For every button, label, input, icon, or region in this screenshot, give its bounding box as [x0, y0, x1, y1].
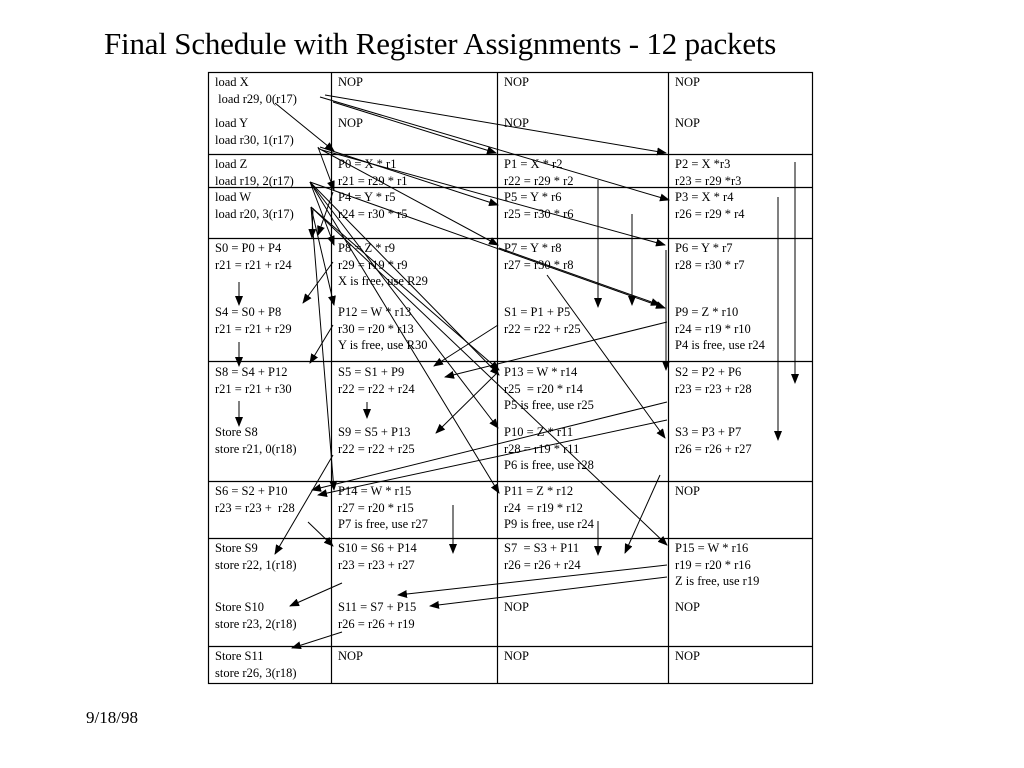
- dependency-arrow: [547, 275, 665, 438]
- instruction-line: r26 = r26 + r24: [504, 557, 581, 572]
- schedule-cell: [675, 189, 745, 222]
- instruction-line: r21 = r21 + r29: [215, 321, 292, 336]
- instruction-line: NOP: [504, 116, 530, 130]
- schedule-cell: [504, 240, 574, 273]
- instruction-line: load Y: [215, 116, 249, 130]
- schedule-cell: [504, 648, 529, 665]
- instruction-line: r21 = r29 * r1: [338, 173, 408, 188]
- schedule-cell: [675, 599, 700, 616]
- instruction-line: S4 = S0 + P8: [215, 305, 282, 319]
- schedule-cell: [338, 304, 427, 354]
- instruction-line: load r29, 0(r17): [215, 91, 297, 106]
- schedule-cell: [675, 240, 745, 273]
- instruction-line: Z is free, use r19: [675, 574, 760, 588]
- instruction-line: Y is free, use R30: [338, 338, 428, 352]
- instruction-line: r22 = r22 + r25: [338, 441, 415, 456]
- slide-title: Final Schedule with Register Assignments - 12 packets: [104, 26, 777, 61]
- instruction-line: P4 is free, use r24: [675, 338, 765, 352]
- instruction-line: load W: [215, 190, 252, 204]
- instruction-line: r22 = r22 + r25: [504, 321, 581, 336]
- schedule-cell: [504, 189, 574, 222]
- instruction-line: load Z: [215, 157, 248, 171]
- instruction-line: r27 = r20 * r15: [338, 500, 414, 515]
- instruction-line: P6 is free, use r28: [504, 458, 594, 472]
- instruction-line: P10 = Z * r11: [504, 425, 574, 439]
- instruction-line: r27 = r30 * r8: [504, 257, 574, 272]
- instruction-line: S7 = S3 + P11: [504, 541, 580, 555]
- schedule-cell: [215, 540, 297, 573]
- instruction-line: S0 = P0 + P4: [215, 241, 282, 255]
- schedule-cell: [215, 156, 294, 189]
- instruction-line: store r22, 1(r18): [215, 557, 297, 572]
- dependency-arrow: [430, 577, 667, 606]
- instruction-line: S3 = P3 + P7: [675, 425, 742, 439]
- instruction-line: NOP: [675, 116, 701, 130]
- schedule-cell: [215, 115, 294, 148]
- instruction-line: r23 = r23 + r28: [215, 500, 295, 515]
- schedule-cell: [215, 240, 292, 273]
- instruction-line: NOP: [675, 649, 701, 663]
- instruction-line: S6 = S2 + P10: [215, 484, 288, 498]
- schedule-cell: [675, 74, 700, 91]
- instruction-line: P6 = Y * r7: [675, 241, 733, 255]
- instruction-line: X is free, use R29: [338, 274, 428, 288]
- instruction-line: r24 = r30 * r5: [338, 206, 408, 221]
- schedule-cell: [215, 599, 297, 632]
- instruction-line: Store S11: [215, 649, 264, 663]
- slide-date: 9/18/98: [86, 708, 138, 727]
- instruction-line: Store S9: [215, 541, 258, 555]
- instruction-line: NOP: [504, 649, 530, 663]
- instruction-line: load r20, 3(r17): [215, 206, 294, 221]
- schedule-cell: [504, 74, 529, 91]
- instruction-line: NOP: [675, 600, 701, 614]
- schedule-cell: [675, 156, 741, 189]
- instruction-line: r25 = r20 * r14: [504, 381, 583, 396]
- instruction-line: r22 = r29 * r2: [504, 173, 574, 188]
- schedule-cell: [675, 424, 752, 457]
- instruction-line: NOP: [338, 75, 364, 89]
- instruction-line: r23 = r29 *r3: [675, 173, 742, 188]
- instruction-line: S2 = P2 + P6: [675, 365, 742, 379]
- instruction-line: r21 = r21 + r24: [215, 257, 292, 272]
- schedule-cell: [504, 424, 594, 474]
- instruction-line: NOP: [504, 600, 530, 614]
- schedule-cell: [338, 648, 363, 665]
- dependency-arrow: [308, 522, 333, 546]
- schedule-cell: [215, 364, 292, 397]
- instruction-line: P15 = W * r16: [675, 541, 749, 555]
- dependency-arrow: [290, 583, 342, 606]
- schedule-cell: [215, 648, 297, 681]
- instruction-line: P2 = X *r3: [675, 157, 731, 171]
- schedule-cell: [215, 304, 292, 337]
- instruction-line: r26 = r26 + r19: [338, 616, 415, 631]
- instruction-line: r21 = r21 + r30: [215, 381, 292, 396]
- instruction-line: S1 = P1 + P5: [504, 305, 571, 319]
- instruction-line: P11 = Z * r12: [504, 484, 574, 498]
- instruction-line: r25 = r30 * r6: [504, 206, 574, 221]
- instruction-line: store r26, 3(r18): [215, 665, 297, 680]
- schedule-cell: [215, 189, 294, 222]
- dependency-arrow: [325, 95, 666, 153]
- instruction-line: S9 = S5 + P13: [338, 425, 411, 439]
- schedule-cell: [338, 483, 428, 533]
- instruction-line: S8 = S4 + P12: [215, 365, 288, 379]
- instruction-line: r22 = r22 + r24: [338, 381, 415, 396]
- instruction-line: P4 = Y * r5: [338, 190, 396, 204]
- instruction-line: r26 = r29 * r4: [675, 206, 745, 221]
- schedule-cell: [504, 304, 581, 337]
- instruction-line: Store S10: [215, 600, 264, 614]
- schedule-cell: [215, 483, 295, 516]
- instruction-line: NOP: [338, 116, 364, 130]
- instruction-line: r30 = r20 * r13: [338, 321, 414, 336]
- instruction-line: P9 = Z * r10: [675, 305, 739, 319]
- instruction-line: P5 is free, use r25: [504, 398, 594, 412]
- instruction-line: NOP: [675, 75, 701, 89]
- instruction-line: S10 = S6 + P14: [338, 541, 417, 555]
- instruction-line: r23 = r23 + r28: [675, 381, 752, 396]
- schedule-cell: [504, 115, 529, 132]
- instruction-line: P0 = X * r1: [338, 157, 397, 171]
- instruction-line: P5 = Y * r6: [504, 190, 562, 204]
- schedule-cell: [504, 599, 529, 616]
- schedule-cell: [675, 304, 765, 354]
- schedule-cell: [338, 189, 408, 222]
- instruction-line: r29 = r19 * r9: [338, 257, 408, 272]
- instruction-line: load r19, 2(r17): [215, 173, 294, 188]
- dependency-arrow: [625, 475, 660, 553]
- schedule-cell: [338, 424, 415, 457]
- schedule-cell: [675, 115, 700, 132]
- instruction-line: P13 = W * r14: [504, 365, 578, 379]
- schedule-cell: [675, 483, 700, 500]
- instruction-line: P8 = Z * r9: [338, 241, 396, 255]
- schedule-cell: [504, 364, 594, 414]
- dependency-arrow: [436, 372, 498, 433]
- instruction-line: P12 = W * r13: [338, 305, 412, 319]
- instruction-line: P7 is free, use r27: [338, 517, 428, 531]
- instruction-line: load r30, 1(r17): [215, 132, 294, 147]
- schedule-cell: [504, 156, 574, 189]
- instruction-line: r24 = r19 * r10: [675, 321, 751, 336]
- schedule-cell: [338, 240, 428, 290]
- schedule-cell: [675, 540, 759, 590]
- schedule-cell: [504, 540, 581, 573]
- schedule-cell: [338, 364, 415, 397]
- instruction-line: load X: [215, 75, 249, 89]
- instruction-line: r24 = r19 * r12: [504, 500, 583, 515]
- schedule-cell: [338, 74, 363, 91]
- schedule-cell: [675, 648, 700, 665]
- instruction-line: S5 = S1 + P9: [338, 365, 405, 379]
- schedule-cell: [675, 364, 752, 397]
- schedule-cell: [338, 540, 417, 573]
- schedule-cell: [338, 115, 363, 132]
- instruction-line: P7 = Y * r8: [504, 241, 562, 255]
- schedule-cell: [504, 483, 594, 533]
- instruction-line: r19 = r20 * r16: [675, 557, 751, 572]
- instruction-line: P9 is free, use r24: [504, 517, 594, 531]
- instruction-line: P1 = X * r2: [504, 157, 563, 171]
- instruction-line: NOP: [675, 484, 701, 498]
- instruction-line: r28 = r19 * r11: [504, 441, 580, 456]
- dependency-arrow: [434, 325, 498, 366]
- instruction-line: S11 = S7 + P15: [338, 600, 417, 614]
- schedule-cell: [338, 156, 408, 189]
- instruction-line: store r23, 2(r18): [215, 616, 297, 631]
- instruction-line: r26 = r26 + r27: [675, 441, 752, 456]
- instruction-line: r23 = r23 + r27: [338, 557, 415, 572]
- instruction-line: r28 = r30 * r7: [675, 257, 745, 272]
- dependency-arrow: [292, 632, 342, 648]
- instruction-line: NOP: [504, 75, 530, 89]
- instruction-line: P3 = X * r4: [675, 190, 734, 204]
- schedule-cell: [215, 74, 297, 107]
- instruction-line: NOP: [338, 649, 364, 663]
- instruction-line: Store S8: [215, 425, 258, 439]
- schedule-cell: [338, 599, 416, 632]
- dependency-arrow: [311, 207, 334, 490]
- instruction-line: store r21, 0(r18): [215, 441, 297, 456]
- instruction-line: P14 = W * r15: [338, 484, 412, 498]
- schedule-cell: [215, 424, 297, 457]
